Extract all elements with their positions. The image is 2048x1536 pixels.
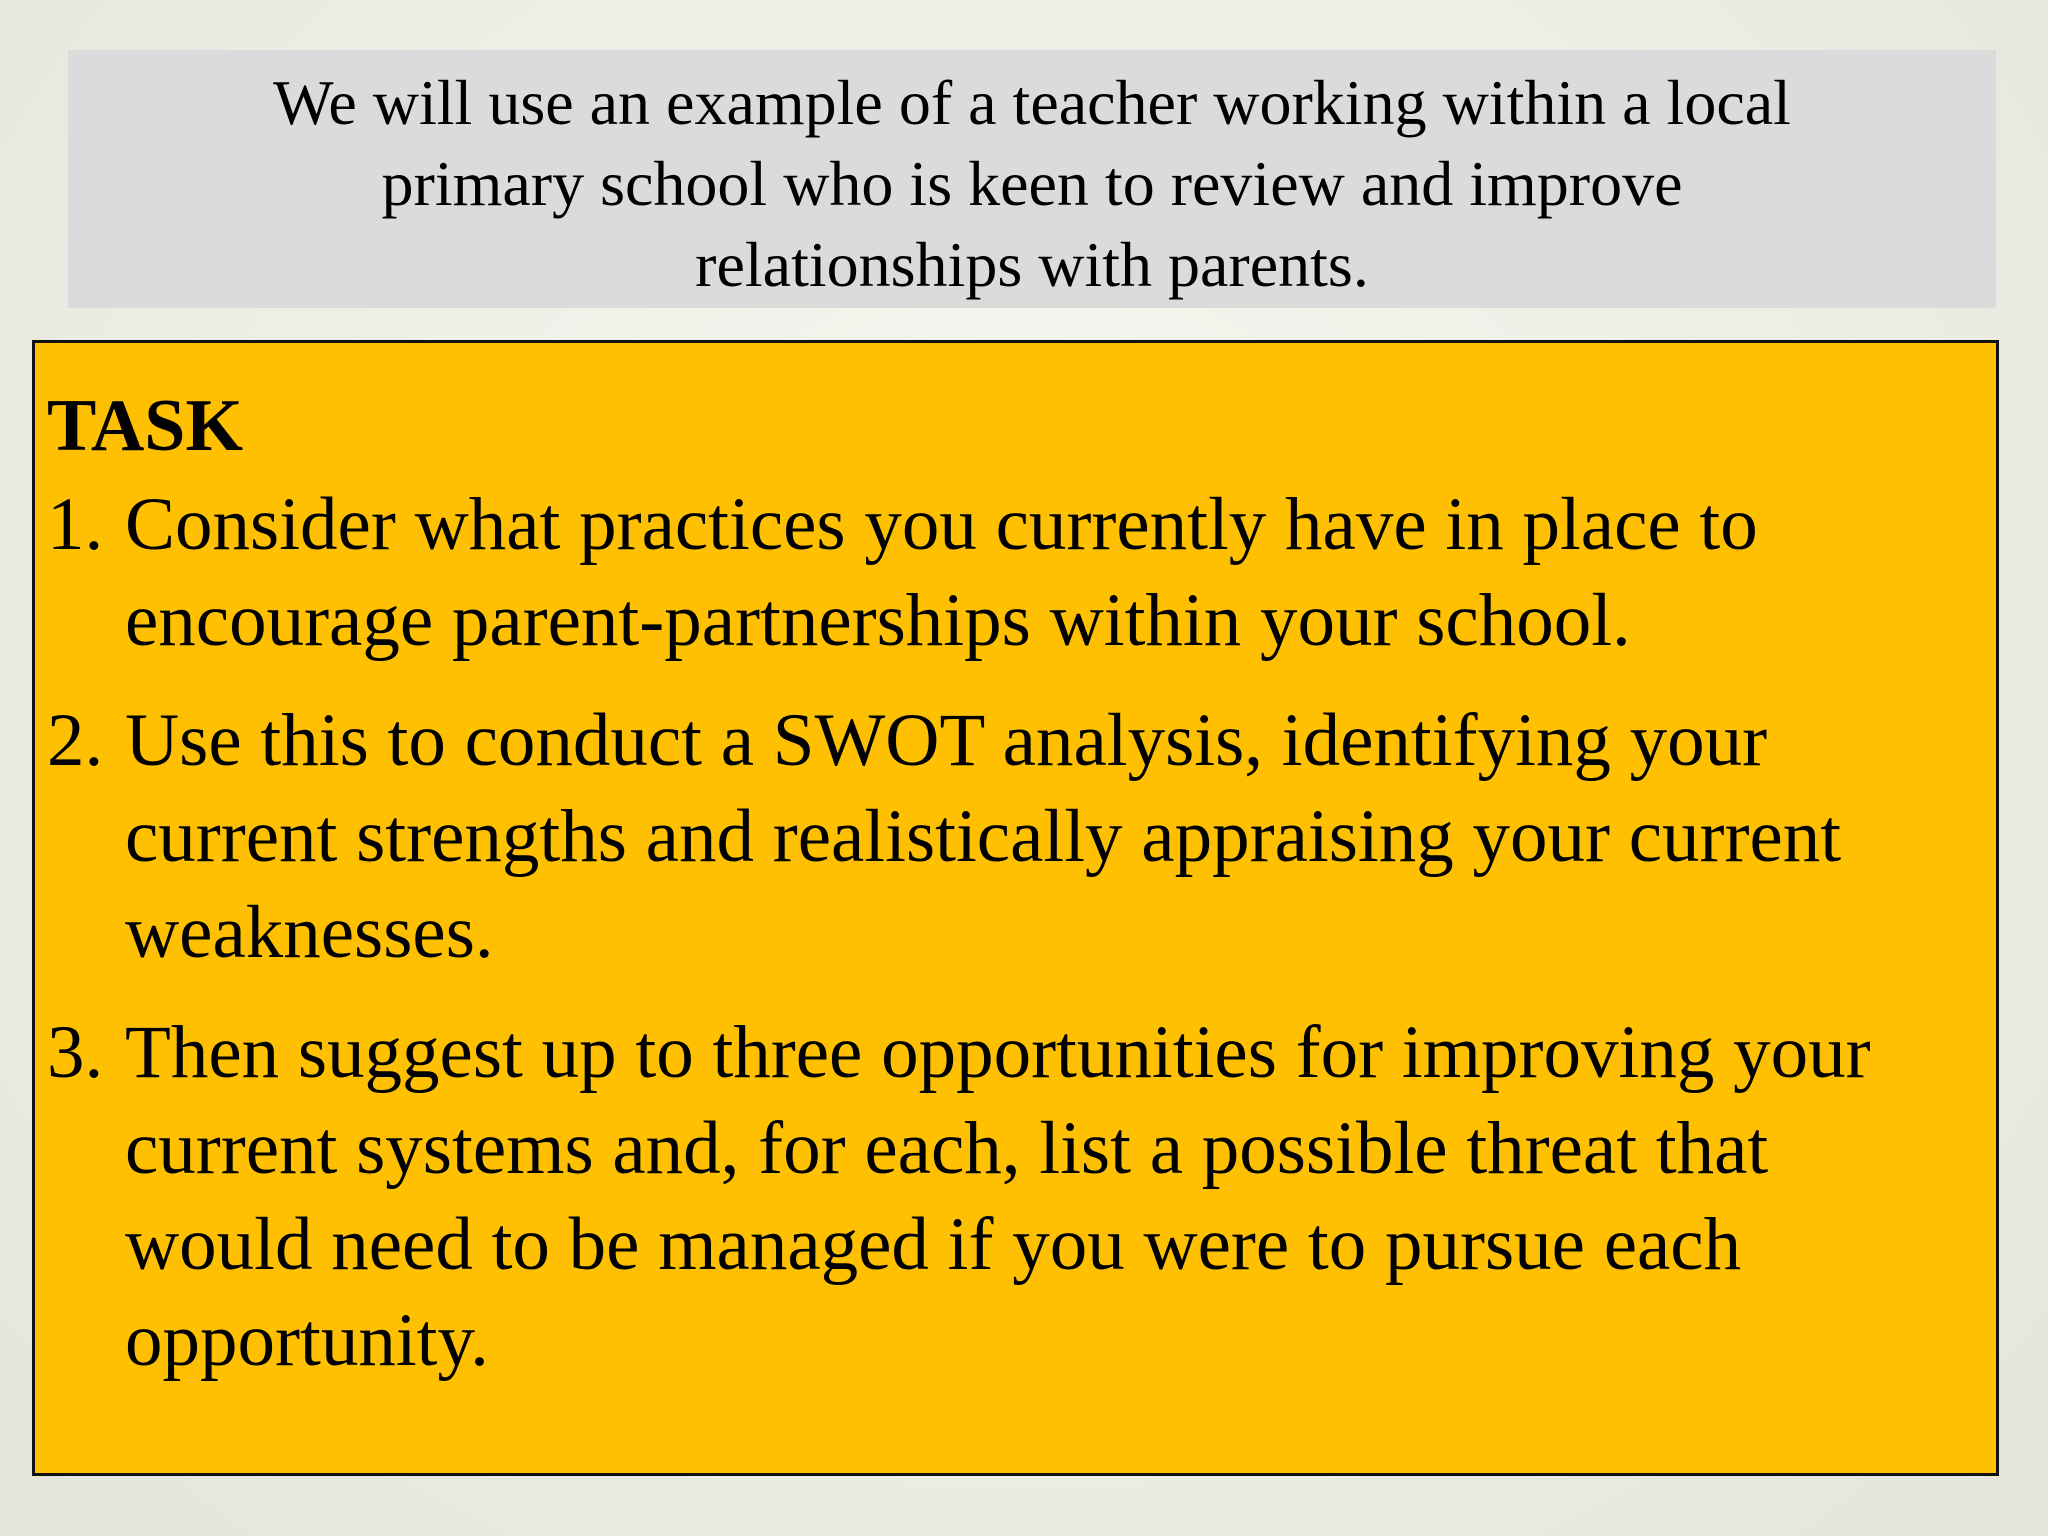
- task-item-text: [125, 693, 1982, 981]
- intro-box: [68, 50, 1996, 308]
- task-item-3: [47, 1005, 1982, 1389]
- task-item-line: Then suggest up to three opportunities for improving your: [125, 1011, 1871, 1094]
- task-item-1: [47, 477, 1982, 669]
- intro-line: relationships with parents.: [695, 229, 1369, 300]
- intro-line: We will use an example of a teacher working within a local: [273, 67, 1791, 138]
- task-item-number: 2.: [47, 699, 104, 782]
- task-item-text: [125, 1005, 1982, 1389]
- intro-line: primary school who is keen to review and improve: [381, 148, 1683, 219]
- task-item-number: 1.: [47, 483, 104, 566]
- task-item-line: encourage parent-partnerships within your school.: [125, 579, 1631, 662]
- task-item-line: Use this to conduct a SWOT analysis, identifying your: [125, 699, 1768, 782]
- task-item-line: would need to be managed if you were to pursue each: [125, 1203, 1742, 1286]
- task-item-2: [47, 693, 1982, 981]
- task-item-line: current strengths and realistically appraising your current: [125, 795, 1842, 878]
- intro-text: [108, 62, 1956, 305]
- task-item-line: current systems and, for each, list a possible threat that: [125, 1107, 1769, 1190]
- task-item-line: opportunity.: [125, 1299, 489, 1382]
- task-item-line: Consider what practices you currently have in place to: [125, 483, 1758, 566]
- task-item-line: weaknesses.: [125, 891, 494, 974]
- task-item-number: 3.: [47, 1011, 104, 1094]
- task-heading: TASK: [47, 385, 244, 467]
- task-item-text: [125, 477, 1982, 669]
- task-list: [47, 477, 1982, 1389]
- task-box: [32, 340, 1999, 1476]
